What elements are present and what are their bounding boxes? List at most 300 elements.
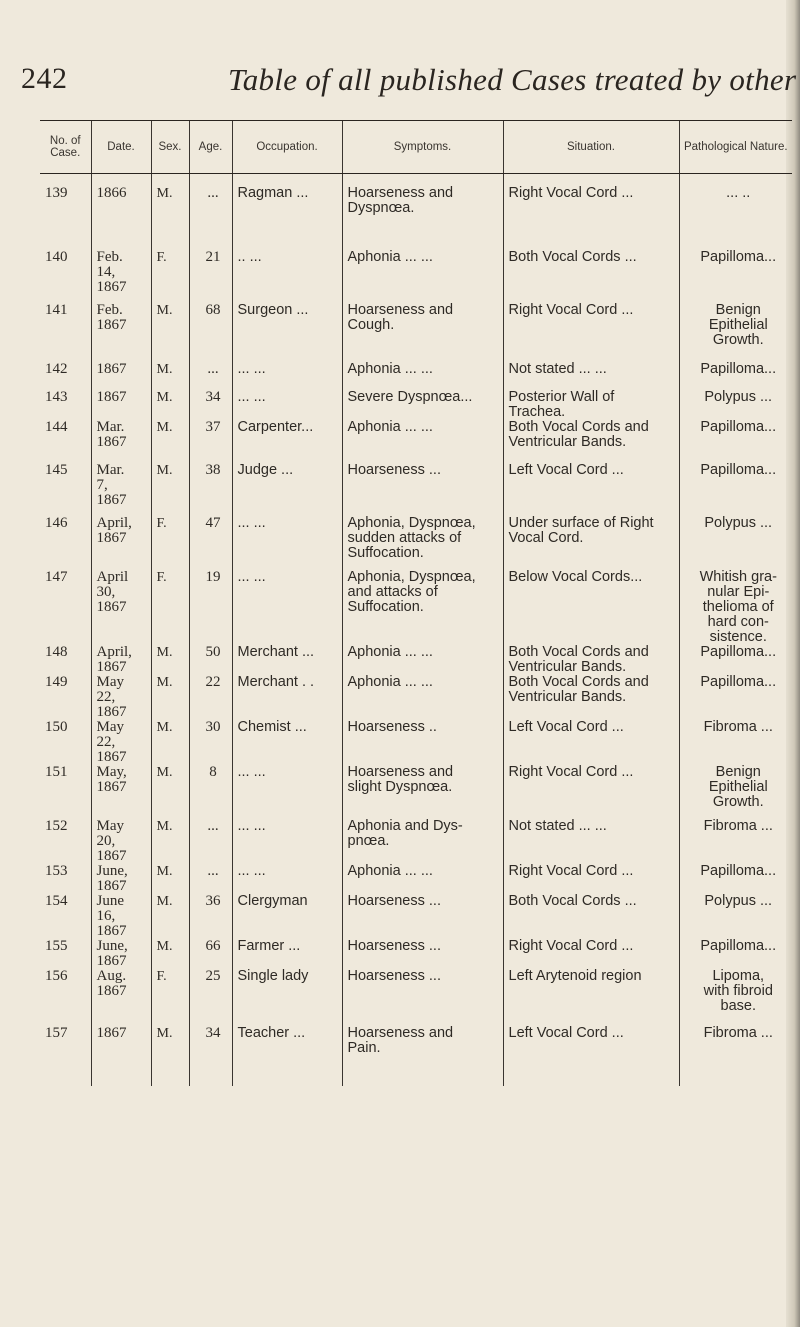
case-pathological-nature-cell bbox=[679, 420, 792, 463]
case-situation: Right Vocal Cord ... bbox=[508, 302, 634, 318]
column-header: Sex. bbox=[151, 121, 189, 174]
case-date-cell bbox=[91, 420, 151, 463]
case-symptoms-cell bbox=[342, 765, 503, 819]
table-row bbox=[40, 894, 792, 939]
case-sex-cell bbox=[151, 390, 189, 420]
case-age-cell bbox=[189, 570, 232, 645]
table-row bbox=[40, 186, 792, 250]
case-age-cell bbox=[189, 819, 232, 864]
case-sex-cell bbox=[151, 420, 189, 463]
case-situation: Right Vocal Cord ... bbox=[508, 764, 634, 780]
case-sex: F. bbox=[156, 250, 167, 265]
case-number-cell bbox=[40, 765, 91, 819]
case-pathological-nature: Benign Epithelial Growth. bbox=[708, 764, 768, 810]
case-number: 151 bbox=[45, 764, 68, 780]
case-situation: Posterior Wall of Trachea. bbox=[508, 389, 615, 420]
case-date-cell bbox=[91, 570, 151, 645]
case-number: 143 bbox=[45, 389, 68, 405]
case-age: 8 bbox=[209, 764, 217, 780]
table-row bbox=[40, 864, 792, 894]
case-age-cell bbox=[189, 675, 232, 720]
case-date-cell bbox=[91, 362, 151, 390]
case-pathological-nature: Whitish gra- nular Epi- thelioma of hard con- sistence. bbox=[699, 569, 777, 645]
case-pathological-nature-cell bbox=[679, 645, 792, 675]
case-pathological-nature: Lipoma, with fibroid base. bbox=[703, 968, 773, 1014]
case-symptoms-cell bbox=[342, 516, 503, 570]
case-date-cell bbox=[91, 463, 151, 516]
case-pathological-nature: Papilloma... bbox=[700, 361, 777, 377]
case-situation-cell bbox=[503, 864, 679, 894]
column-header: Date. bbox=[91, 121, 151, 174]
case-number: 149 bbox=[45, 674, 68, 690]
case-date-cell bbox=[91, 390, 151, 420]
case-occupation-cell bbox=[232, 939, 342, 969]
case-symptoms-cell bbox=[342, 894, 503, 939]
case-occupation: ... ... bbox=[237, 863, 266, 879]
case-symptoms: Hoarseness and Dyspnœa. bbox=[347, 185, 454, 216]
table-row bbox=[40, 939, 792, 969]
case-sex: F. bbox=[156, 516, 167, 531]
case-symptoms-cell bbox=[342, 390, 503, 420]
case-number: 145 bbox=[45, 462, 68, 478]
case-number-cell bbox=[40, 645, 91, 675]
case-number: 148 bbox=[45, 644, 68, 660]
case-occupation: ... ... bbox=[237, 569, 266, 585]
column-header: Situation. bbox=[503, 121, 679, 174]
case-sex-cell bbox=[151, 894, 189, 939]
case-number: 140 bbox=[45, 249, 68, 265]
case-symptoms-cell bbox=[342, 720, 503, 765]
case-symptoms: Aphonia ... ... bbox=[347, 419, 433, 435]
case-symptoms: Aphonia, Dyspnœa, sudden attacks of Suffocation. bbox=[347, 515, 476, 561]
case-sex: F. bbox=[156, 570, 167, 585]
case-age: 34 bbox=[205, 1025, 221, 1041]
case-occupation-cell bbox=[232, 969, 342, 1026]
case-number-cell bbox=[40, 516, 91, 570]
case-sex-cell bbox=[151, 969, 189, 1026]
case-sex-cell bbox=[151, 645, 189, 675]
case-sex: M. bbox=[156, 1026, 173, 1041]
case-occupation: Merchant . . bbox=[237, 674, 315, 690]
case-situation: Left Arytenoid region bbox=[508, 968, 642, 984]
case-number: 150 bbox=[45, 719, 68, 735]
case-pathological-nature: Papilloma... bbox=[700, 462, 777, 478]
case-situation: Both Vocal Cords and Ventricular Bands. bbox=[508, 644, 649, 675]
case-age: ... bbox=[207, 818, 219, 834]
case-date: 1867 bbox=[96, 361, 127, 377]
case-date: April 30, 1867 bbox=[96, 569, 129, 615]
case-age-cell bbox=[189, 939, 232, 969]
case-date: 1867 bbox=[96, 1025, 127, 1041]
spacer-cell bbox=[151, 174, 189, 187]
case-number: 156 bbox=[45, 968, 68, 984]
case-age: 66 bbox=[205, 938, 221, 954]
case-occupation-cell bbox=[232, 570, 342, 645]
case-number-cell bbox=[40, 463, 91, 516]
table-row bbox=[40, 390, 792, 420]
case-number-cell bbox=[40, 894, 91, 939]
table-row bbox=[40, 765, 792, 819]
case-date: Mar. 1867 bbox=[96, 419, 127, 450]
case-number: 144 bbox=[45, 419, 68, 435]
case-number-cell bbox=[40, 720, 91, 765]
case-pathological-nature: Fibroma ... bbox=[703, 719, 773, 735]
case-symptoms-cell bbox=[342, 864, 503, 894]
case-pathological-nature-cell bbox=[679, 390, 792, 420]
case-sex-cell bbox=[151, 675, 189, 720]
case-number-cell bbox=[40, 303, 91, 362]
case-pathological-nature: Papilloma... bbox=[700, 419, 777, 435]
case-number-cell bbox=[40, 675, 91, 720]
table-row bbox=[40, 570, 792, 645]
case-sex: M. bbox=[156, 303, 173, 318]
case-situation-cell bbox=[503, 969, 679, 1026]
case-number: 147 bbox=[45, 569, 68, 585]
case-age: 36 bbox=[205, 893, 221, 909]
table-row bbox=[40, 1026, 792, 1086]
case-situation-cell bbox=[503, 570, 679, 645]
case-occupation: ... ... bbox=[237, 515, 266, 531]
case-symptoms-cell bbox=[342, 303, 503, 362]
case-age: 21 bbox=[205, 249, 221, 265]
case-number: 152 bbox=[45, 818, 68, 834]
table-row bbox=[40, 720, 792, 765]
case-situation: Under surface of Right Vocal Cord. bbox=[508, 515, 654, 546]
case-symptoms: Hoarseness and Cough. bbox=[347, 302, 454, 333]
case-age: 68 bbox=[205, 302, 221, 318]
case-sex: M. bbox=[156, 675, 173, 690]
case-symptoms-cell bbox=[342, 186, 503, 250]
case-date-cell bbox=[91, 645, 151, 675]
case-sex-cell bbox=[151, 939, 189, 969]
case-pathological-nature: Polypus ... bbox=[704, 389, 773, 405]
case-sex: M. bbox=[156, 645, 173, 660]
case-situation-cell bbox=[503, 675, 679, 720]
case-number: 155 bbox=[45, 938, 68, 954]
column-header: No. of Case. bbox=[40, 121, 91, 174]
case-occupation: Farmer ... bbox=[237, 938, 301, 954]
case-sex: M. bbox=[156, 390, 173, 405]
case-number-cell bbox=[40, 362, 91, 390]
table-row bbox=[40, 819, 792, 864]
case-sex: M. bbox=[156, 819, 173, 834]
case-number-cell bbox=[40, 390, 91, 420]
table-row bbox=[40, 463, 792, 516]
case-pathological-nature-cell bbox=[679, 969, 792, 1026]
case-age-cell bbox=[189, 390, 232, 420]
case-pathological-nature: Fibroma ... bbox=[703, 818, 773, 834]
case-age-cell bbox=[189, 645, 232, 675]
case-situation-cell bbox=[503, 390, 679, 420]
case-pathological-nature-cell bbox=[679, 516, 792, 570]
case-age: 34 bbox=[205, 389, 221, 405]
case-situation-cell bbox=[503, 362, 679, 390]
case-situation: Right Vocal Cord ... bbox=[508, 863, 634, 879]
case-sex-cell bbox=[151, 250, 189, 303]
case-symptoms: Aphonia ... ... bbox=[347, 863, 433, 879]
case-number: 153 bbox=[45, 863, 68, 879]
case-occupation: Carpenter... bbox=[237, 419, 314, 435]
table-header-row bbox=[40, 121, 792, 174]
case-age-cell bbox=[189, 303, 232, 362]
case-occupation-cell bbox=[232, 675, 342, 720]
case-sex-cell bbox=[151, 1026, 189, 1086]
case-age-cell bbox=[189, 1026, 232, 1086]
case-age: 50 bbox=[205, 644, 221, 660]
case-sex: M. bbox=[156, 362, 173, 377]
case-sex: M. bbox=[156, 720, 173, 735]
case-sex-cell bbox=[151, 516, 189, 570]
case-occupation: Chemist ... bbox=[237, 719, 307, 735]
case-symptoms: Aphonia ... ... bbox=[347, 249, 433, 265]
case-date: May, 1867 bbox=[96, 764, 127, 795]
case-sex: M. bbox=[156, 765, 173, 780]
case-pathological-nature-cell bbox=[679, 894, 792, 939]
case-occupation-cell bbox=[232, 765, 342, 819]
case-date-cell bbox=[91, 939, 151, 969]
case-symptoms: Aphonia ... ... bbox=[347, 674, 433, 690]
column-header: Pathological Nature. bbox=[679, 121, 792, 174]
case-sex-cell bbox=[151, 362, 189, 390]
case-occupation-cell bbox=[232, 819, 342, 864]
case-pathological-nature: Benign Epithelial Growth. bbox=[708, 302, 768, 348]
case-age-cell bbox=[189, 516, 232, 570]
case-symptoms-cell bbox=[342, 819, 503, 864]
table-row bbox=[40, 675, 792, 720]
case-pathological-nature-cell bbox=[679, 864, 792, 894]
case-date: June, 1867 bbox=[96, 938, 128, 969]
case-occupation-cell bbox=[232, 420, 342, 463]
case-age: 19 bbox=[205, 569, 221, 585]
page-header bbox=[0, 62, 800, 112]
case-symptoms: Aphonia ... ... bbox=[347, 361, 433, 377]
case-age-cell bbox=[189, 969, 232, 1026]
case-number-cell bbox=[40, 819, 91, 864]
case-number-cell bbox=[40, 864, 91, 894]
case-occupation: Single lady bbox=[237, 968, 309, 984]
case-pathological-nature-cell bbox=[679, 303, 792, 362]
case-situation: Both Vocal Cords ... bbox=[508, 249, 637, 265]
case-sex-cell bbox=[151, 303, 189, 362]
case-situation-cell bbox=[503, 720, 679, 765]
case-number-cell bbox=[40, 939, 91, 969]
case-symptoms-cell bbox=[342, 939, 503, 969]
case-sex: M. bbox=[156, 864, 173, 879]
case-symptoms: Severe Dyspnœa... bbox=[347, 389, 473, 405]
case-date: April, 1867 bbox=[96, 515, 132, 546]
case-situation: Right Vocal Cord ... bbox=[508, 185, 634, 201]
case-number-cell bbox=[40, 1026, 91, 1086]
case-occupation: Teacher ... bbox=[237, 1025, 306, 1041]
case-situation: Left Vocal Cord ... bbox=[508, 462, 624, 478]
case-symptoms-cell bbox=[342, 250, 503, 303]
case-number-cell bbox=[40, 570, 91, 645]
case-pathological-nature-cell bbox=[679, 819, 792, 864]
case-date-cell bbox=[91, 720, 151, 765]
case-pathological-nature-cell bbox=[679, 720, 792, 765]
case-pathological-nature-cell bbox=[679, 675, 792, 720]
case-date: June 16, 1867 bbox=[96, 893, 127, 939]
case-number-cell bbox=[40, 969, 91, 1026]
case-pathological-nature-cell bbox=[679, 570, 792, 645]
case-date: 1866 bbox=[96, 185, 127, 201]
case-pathological-nature-cell bbox=[679, 765, 792, 819]
case-age: 25 bbox=[205, 968, 221, 984]
case-occupation-cell bbox=[232, 516, 342, 570]
case-sex-cell bbox=[151, 819, 189, 864]
case-number-cell bbox=[40, 250, 91, 303]
case-date: Mar. 7, 1867 bbox=[96, 462, 127, 508]
case-date: Feb. 14, 1867 bbox=[96, 249, 127, 295]
case-age: 38 bbox=[205, 462, 221, 478]
case-sex: M. bbox=[156, 186, 173, 201]
case-situation-cell bbox=[503, 186, 679, 250]
case-pathological-nature: Papilloma... bbox=[700, 249, 777, 265]
case-symptoms-cell bbox=[342, 420, 503, 463]
table-row bbox=[40, 516, 792, 570]
case-pathological-nature-cell bbox=[679, 362, 792, 390]
case-occupation: .. ... bbox=[237, 249, 262, 265]
case-age-cell bbox=[189, 362, 232, 390]
case-number-cell bbox=[40, 186, 91, 250]
case-sex: M. bbox=[156, 894, 173, 909]
case-date-cell bbox=[91, 186, 151, 250]
case-date-cell bbox=[91, 765, 151, 819]
case-age: ... bbox=[207, 863, 219, 879]
case-situation-cell bbox=[503, 645, 679, 675]
case-situation-cell bbox=[503, 765, 679, 819]
case-pathological-nature-cell bbox=[679, 1026, 792, 1086]
case-date: May 20, 1867 bbox=[96, 818, 127, 864]
case-situation-cell bbox=[503, 1026, 679, 1086]
case-date-cell bbox=[91, 969, 151, 1026]
case-situation-cell bbox=[503, 420, 679, 463]
case-occupation-cell bbox=[232, 1026, 342, 1086]
case-date-cell bbox=[91, 894, 151, 939]
case-symptoms-cell bbox=[342, 570, 503, 645]
case-age: ... bbox=[207, 185, 219, 201]
case-age: 37 bbox=[205, 419, 221, 435]
case-pathological-nature: ... .. bbox=[726, 185, 751, 201]
case-number: 157 bbox=[45, 1025, 68, 1041]
case-date-cell bbox=[91, 516, 151, 570]
case-situation-cell bbox=[503, 303, 679, 362]
case-symptoms-cell bbox=[342, 362, 503, 390]
cases-table bbox=[40, 120, 792, 1086]
case-pathological-nature: Papilloma... bbox=[700, 674, 777, 690]
case-occupation-cell bbox=[232, 250, 342, 303]
case-sex-cell bbox=[151, 463, 189, 516]
case-occupation: Surgeon ... bbox=[237, 302, 309, 318]
case-age-cell bbox=[189, 894, 232, 939]
case-situation: Left Vocal Cord ... bbox=[508, 719, 624, 735]
table-body bbox=[40, 174, 792, 1087]
case-situation-cell bbox=[503, 819, 679, 864]
case-occupation-cell bbox=[232, 186, 342, 250]
case-sex-cell bbox=[151, 186, 189, 250]
case-symptoms-cell bbox=[342, 645, 503, 675]
case-situation-cell bbox=[503, 894, 679, 939]
case-occupation: Merchant ... bbox=[237, 644, 315, 660]
case-situation: Both Vocal Cords and Ventricular Bands. bbox=[508, 674, 649, 705]
case-pathological-nature-cell bbox=[679, 186, 792, 250]
case-age: 22 bbox=[205, 674, 221, 690]
case-sex-cell bbox=[151, 570, 189, 645]
case-pathological-nature: Papilloma... bbox=[700, 644, 777, 660]
case-symptoms-cell bbox=[342, 969, 503, 1026]
case-age-cell bbox=[189, 186, 232, 250]
case-date: 1867 bbox=[96, 389, 127, 405]
case-date: April, 1867 bbox=[96, 644, 132, 675]
case-date: Aug. 1867 bbox=[96, 968, 127, 999]
case-sex-cell bbox=[151, 864, 189, 894]
table-row bbox=[40, 645, 792, 675]
table-row bbox=[40, 969, 792, 1026]
case-number: 139 bbox=[45, 185, 68, 201]
case-situation: Not stated ... ... bbox=[508, 818, 607, 834]
case-situation: Below Vocal Cords... bbox=[508, 569, 643, 585]
case-date: May 22, 1867 bbox=[96, 674, 127, 720]
case-situation-cell bbox=[503, 463, 679, 516]
case-date: May 22, 1867 bbox=[96, 719, 127, 765]
case-occupation-cell bbox=[232, 390, 342, 420]
case-symptoms: Hoarseness and Pain. bbox=[347, 1025, 454, 1056]
case-situation-cell bbox=[503, 516, 679, 570]
case-situation: Both Vocal Cords and Ventricular Bands. bbox=[508, 419, 649, 450]
column-header: Occupation. bbox=[232, 121, 342, 174]
table-row bbox=[40, 250, 792, 303]
case-sex: M. bbox=[156, 939, 173, 954]
case-occupation: Judge ... bbox=[237, 462, 294, 478]
case-situation-cell bbox=[503, 250, 679, 303]
case-occupation-cell bbox=[232, 362, 342, 390]
case-occupation: Ragman ... bbox=[237, 185, 309, 201]
case-symptoms-cell bbox=[342, 463, 503, 516]
case-occupation-cell bbox=[232, 864, 342, 894]
table-row bbox=[40, 303, 792, 362]
case-age: ... bbox=[207, 361, 219, 377]
case-date-cell bbox=[91, 250, 151, 303]
case-age: 30 bbox=[205, 719, 221, 735]
case-date-cell bbox=[91, 675, 151, 720]
case-pathological-nature-cell bbox=[679, 463, 792, 516]
running-title: Table of all published Cases treated by other bbox=[228, 62, 797, 97]
page-number: 242 bbox=[21, 62, 68, 95]
case-pathological-nature-cell bbox=[679, 250, 792, 303]
case-pathological-nature: Polypus ... bbox=[704, 893, 773, 909]
case-situation-cell bbox=[503, 939, 679, 969]
case-symptoms: Hoarseness ... bbox=[347, 938, 441, 954]
case-situation: Both Vocal Cords ... bbox=[508, 893, 637, 909]
case-date: Feb. 1867 bbox=[96, 302, 127, 333]
case-symptoms: Aphonia, Dyspnœa, and attacks of Suffocation. bbox=[347, 569, 476, 615]
case-sex-cell bbox=[151, 765, 189, 819]
case-occupation: ... ... bbox=[237, 764, 266, 780]
table-row bbox=[40, 420, 792, 463]
case-sex: M. bbox=[156, 463, 173, 478]
case-date-cell bbox=[91, 1026, 151, 1086]
case-age-cell bbox=[189, 420, 232, 463]
case-occupation-cell bbox=[232, 645, 342, 675]
case-occupation-cell bbox=[232, 463, 342, 516]
case-number: 146 bbox=[45, 515, 68, 531]
case-number: 142 bbox=[45, 361, 68, 377]
case-symptoms-cell bbox=[342, 1026, 503, 1086]
case-symptoms: Hoarseness .. bbox=[347, 719, 437, 735]
case-symptoms: Aphonia and Dys- pnœa. bbox=[347, 818, 463, 849]
case-age: 47 bbox=[205, 515, 221, 531]
case-occupation-cell bbox=[232, 720, 342, 765]
